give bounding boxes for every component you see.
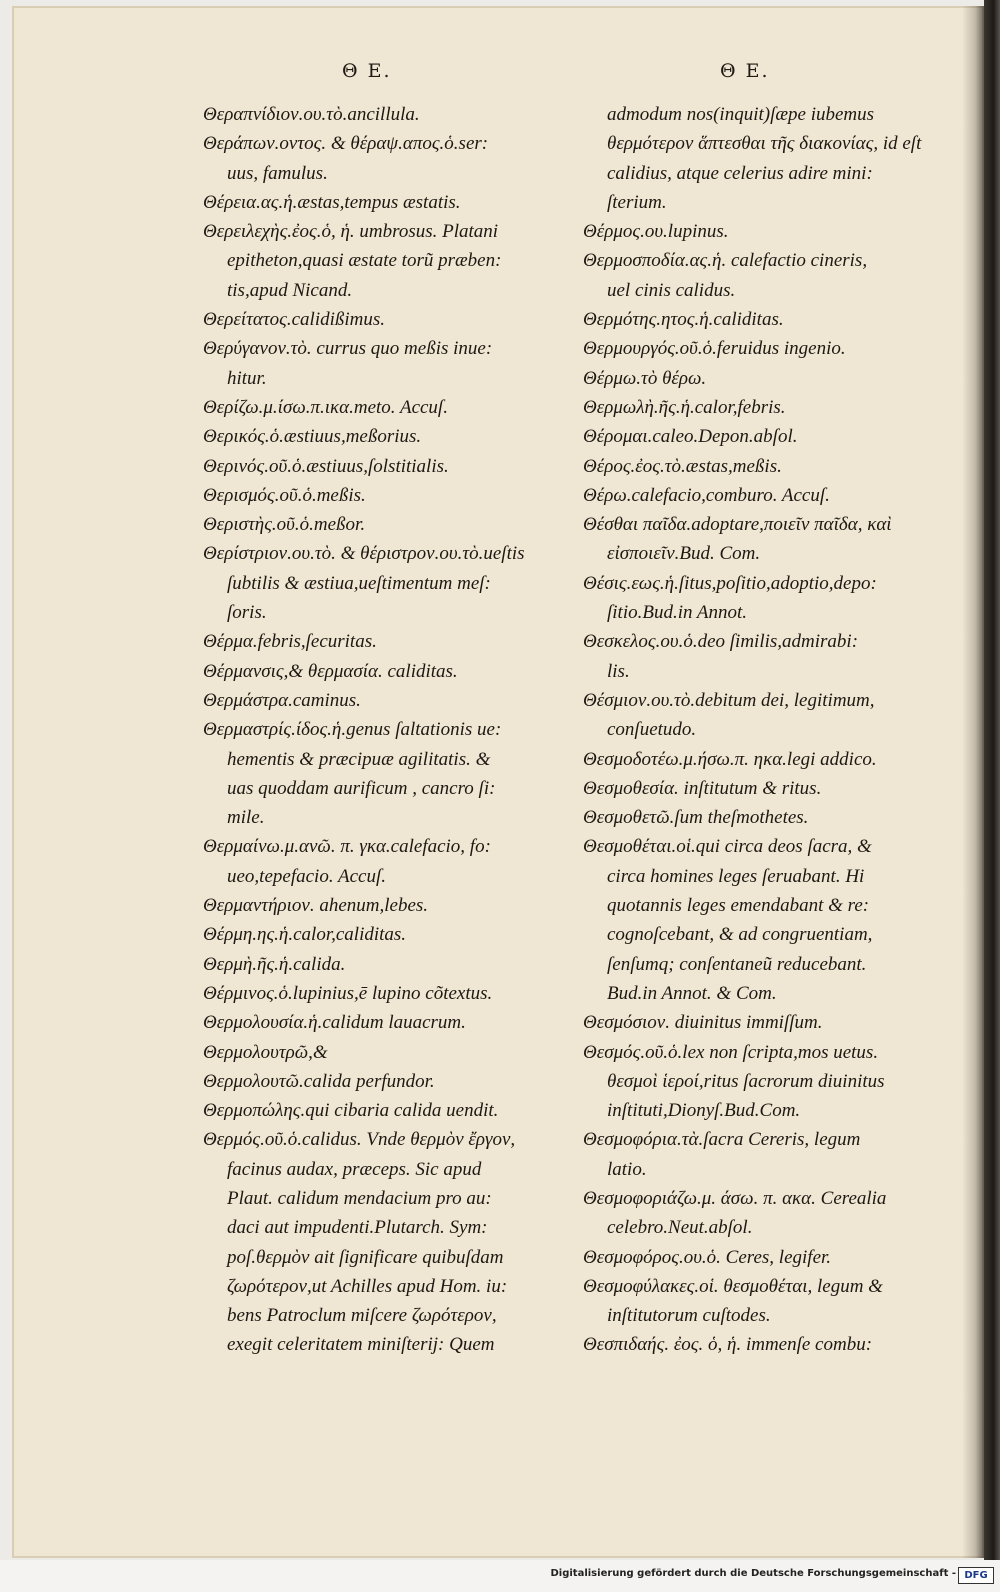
entry-line: ſubtilis & æstiua,ueſtimentum meſ: [227,572,491,594]
entry-line: Θέσθαι παῖδα.adoptare,ποιεῖν παῖδα, καὶ [583,514,892,536]
entry-line: Θεσμοθεσία. inſtitutum & ritus. [583,777,822,799]
entry-line: Θεράπων.οντος. & θέραψ.απος.ὁ.ser: [203,133,489,155]
entry-line: calidius, atque celerius adire mini: [607,162,873,184]
entry-line: inſtitutorum cuſtodes. [607,1305,771,1327]
entry-line: Θερμότης.ητος.ἡ.caliditas. [583,309,784,331]
entry-line: θεσμοὶ ἱεροί,ritus ſacrorum diuinitus [607,1070,885,1092]
entry-line: Bud.in Annot. & Com. [607,982,777,1004]
entry-line: Θερίστριον.ου.τὸ. & θέριστρον.ου.τὸ.ueſtis [203,543,525,565]
entry-line: bens Patroclum miſcere ζωρότερον, [227,1305,497,1327]
entry-line: uas quoddam aurificum , cancro ſi: [227,777,496,799]
entry-line: ζωρότερον,ut Achilles apud Hom. iu: [227,1275,508,1297]
entry-line: Θεσμοφόρος.ου.ὁ. Ceres, legifer. [583,1246,832,1268]
entry-line: ſitio.Bud.in Annot. [607,602,748,624]
entry-line: Θεσμοθετῶ.ſum theſmothetes. [583,807,809,829]
entry-line: Θεσμοδοτέω.μ.ήσω.π. ηκα.legi addico. [583,748,877,770]
entry-line: quotannis leges emendabant & re: [607,895,870,917]
entry-line: Θερύγανον.τὸ. currus quo meßis inue: [203,338,493,360]
entry-line: ueo,tepefacio. Accuſ. [227,865,386,887]
entry-line: Θεσμόσιον. diuinitus immiſſum. [583,1012,823,1034]
book-spine [984,0,1000,1560]
entry-line: poſ.θερμὸν ait ſignificare quibuſdam [227,1246,504,1268]
right-column [583,100,938,1360]
entry-line: Θεσμοφόρια.τὰ.ſacra Cereris, legum [583,1129,861,1151]
entry-line: Θερισμός.οῦ.ὁ.meßis. [203,484,366,506]
entry-line: Θέρομαι.caleo.Depon.abſol. [583,426,798,448]
entry-line: Θεραπνίδιον.ου.τὸ.ancillula. [203,104,420,125]
entry-line: tis,apud Nicand. [227,279,353,301]
entry-line: ſoris. [227,602,267,624]
entry-line: Θερειλεχὴς.ἐος.ὁ, ἡ. umbrosus. Platani [203,221,499,243]
entry-line: Θερμαίνω.μ.ανῶ. π. γκα.calefacio, fo: [203,836,491,858]
entry-line: ſenſumq; conſentaneũ reducebant. [607,953,867,975]
entry-line: conſuetudo. [607,719,697,741]
entry-line: Θερινός.οῦ.ὁ.æstiuus,ſolstitialis. [203,455,449,477]
entry-line: hitur. [227,367,267,389]
entry-line: Θερείτατος.calidißimus. [203,309,386,331]
entry-line: Θεσπιδαής. ἐος. ὁ, ἡ. immenſe combu: [583,1334,873,1356]
running-head-right: Θ Ε. [720,60,770,82]
entry-line: Θεσμοφοριάζω.μ. άσω. π. ακα. Cerealia [583,1187,887,1209]
running-head-left: Θ Ε. [342,60,392,82]
dfg-logo: DFG [958,1567,994,1584]
entry-line: admodum nos(inquit)ſæpe iubemus [607,104,875,125]
entry-line: Θέσις.εως.ἡ.ſitus,poſitio,adoptio,depo: [583,572,877,594]
entry-line: exegit celeritatem miniſterij: Quem [227,1334,495,1356]
entry-line: Θέρω.calefacio,comburo. Accuſ. [583,484,830,506]
entry-line: Θερμουργός.οῦ.ὁ.feruidus ingenio. [583,338,846,360]
entry-line: mile. [227,807,265,829]
entry-line: Θερίζω.μ.ίσω.π.ικα.meto. Accuſ. [203,396,448,418]
entry-line: Θέσμιον.ου.τὸ.debitum dei, legitimum, [583,689,875,711]
entry-line: uus, famulus. [227,162,328,184]
entry-line: ſterium. [607,191,667,213]
entry-line: Θέρμη.ης.ἡ.calor,caliditas. [203,924,407,946]
entry-line: Θέρμινος.ὁ.lupinius,ē lupino cõtextus. [203,982,493,1004]
entry-line: circa homines leges ſeruabant. Hi [607,865,865,887]
entry-line: Θερμολουτῶ.calida perfundor. [203,1070,435,1092]
binding-shadow [962,6,984,1558]
entry-line: Θερμαντήριον. ahenum,lebes. [203,895,429,917]
entry-line: Θεσκελος.ου.ὁ.deo ſimilis,admirabi: [583,631,859,653]
entry-line: Θερμάστρα.caminus. [203,689,361,711]
entry-line: Θεριστὴς.οῦ.ὁ.meßor. [203,514,366,536]
entry-line: inſtituti,Dionyſ.Bud.Com. [607,1100,801,1122]
entry-line: Θερικός.ὁ.æstiuus,meßorius. [203,426,422,448]
entry-line: Θεσμός.οῦ.ὁ.lex non ſcripta,mos uetus. [583,1041,879,1063]
entry-line: Θερμαστρίς.ίδος.ἡ.genus ſaltationis ue: [203,719,502,741]
entry-line: Θεσμοθέται.οἱ.qui circa deos ſacra, & [583,836,872,858]
entry-line: uel cinis calidus. [607,279,736,301]
entry-line: epitheton,quasi æstate torũ præben: [227,250,502,272]
entry-line: εἰσποιεῖν.Bud. Com. [607,543,761,565]
entry-line: Θέρεια.ας.ἡ.æstas,tempus æstatis. [203,191,461,213]
entry-line: Θέρος.ἐος.τὸ.æstas,meßis. [583,455,782,477]
entry-line: Θεσμοφύλακες.οἱ. θεσμοθέται, legum & [583,1275,883,1297]
footer-credit: Digitalisierung gefördert durch die Deutsche Forschungsgemeinschaft - [550,1568,956,1579]
entry-line: Θέρμα.febris,ſecuritas. [203,631,377,653]
entry-line: Θερμὴ.ῆς.ἡ.calida. [203,953,346,975]
entry-line: Θερμοσποδία.ας.ἡ. calefactio cineris, [583,250,868,272]
footer-bar [0,1560,1000,1592]
entry-line: lis. [607,660,630,682]
entry-line: Θέρμανσις,& θερμασία. caliditas. [203,660,458,682]
entry-line: θερμότερον ἅπτεσθαι τῆς διακονίας, id eſt [607,133,922,155]
entry-line: Θέρμος.ου.lupinus. [583,221,729,243]
entry-line: Plaut. calidum mendacium pro au: [227,1187,492,1209]
entry-line: Θερμοπώλης.qui cibaria calida uendit. [203,1100,499,1122]
entry-line: Θερμός.οῦ.ὁ.calidus. Vnde θερμὸν ἔργον, [203,1129,516,1151]
entry-line: Θερμωλὴ.ῆς.ἡ.calor,febris. [583,396,786,418]
entry-line: Θέρμω.τὸ θέρω. [583,367,707,389]
entry-line: facinus audax, præceps. Sic apud [227,1158,482,1180]
entry-line: celebro.Neut.abſol. [607,1217,753,1239]
entry-line: cognoſcebant, & ad congruentiam, [607,924,873,946]
left-column [203,100,563,1360]
entry-line: hementis & præcipuæ agilitatis. & [227,748,491,770]
entry-line: latio. [607,1158,647,1180]
entry-line: daci aut impudenti.Plutarch. Sym: [227,1217,488,1239]
entry-line: Θερμολουσία.ἡ.calidum lauacrum. [203,1012,466,1034]
entry-line: Θερμολουτρῶ,& [203,1041,328,1063]
